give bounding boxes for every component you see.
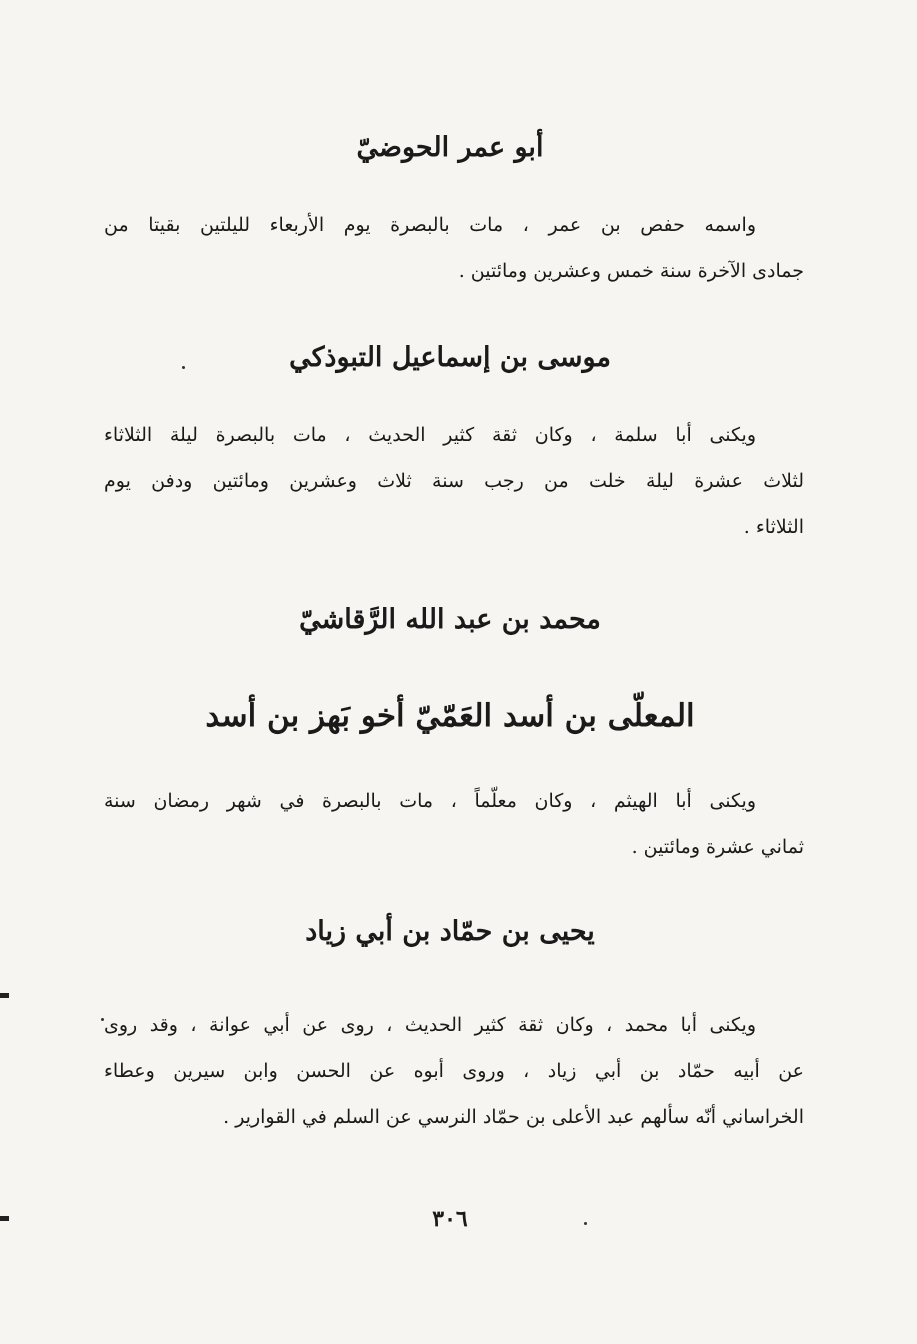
section-heading-3: محمد بن عبد الله الرَّقاشيّ (299, 604, 601, 635)
margin-mark (0, 993, 9, 998)
section-heading-5: يحيى بن حمّاد بن أبي زياد (305, 916, 595, 947)
body-line: ثماني عشرة ومائتين . (631, 836, 804, 858)
margin-mark (0, 1216, 9, 1221)
section-body-4 (104, 778, 804, 870)
ink-speck (182, 366, 185, 369)
ink-speck (584, 1222, 587, 1225)
ink-speck (101, 1018, 104, 1021)
section-heading-1: أبو عمر الحوضيّ (356, 132, 544, 163)
body-line: ويكنى أبا محمد ، وكان ثقة كثير الحديث ، روى عن أبي عوانة ، وقد روى (104, 1014, 756, 1036)
section-heading-2: موسى بن إسماعيل التبوذكي (289, 342, 611, 373)
body-line: الخراساني أنّه سألهم عبد الأعلى بن حمّاد النرسي عن السلم في القوارير . (223, 1106, 804, 1128)
body-line: لثلاث عشرة ليلة خلت من رجب سنة ثلاث وعشرين ومائتين ودفن يوم (104, 470, 804, 492)
section-body-1 (104, 202, 804, 294)
body-line: ويكنى أبا الهيثم ، وكان معلّماً ، مات بالبصرة في شهر رمضان سنة (104, 790, 756, 812)
body-line: جمادى الآخرة سنة خمس وعشرين ومائتين . (458, 260, 804, 282)
body-line: عن أبيه حمّاد بن أبي زياد ، وروى أبوه عن الحسن وابن سيرين وعطاء (104, 1060, 804, 1082)
section-body-5 (104, 1002, 804, 1140)
body-line: الثلاثاء . (743, 516, 804, 538)
section-body-2 (104, 412, 804, 550)
body-line: ويكنى أبا سلمة ، وكان ثقة كثير الحديث ، مات بالبصرة ليلة الثلاثاء (104, 424, 756, 446)
page-number: ٣٠٦ (432, 1206, 468, 1232)
section-heading-4: المعلّى بن أسد العَمّيّ أخو بَهز بن أسد (205, 698, 695, 734)
body-line: واسمه حفص بن عمر ، مات بالبصرة يوم الأربعاء لليلتين بقيتا من (104, 214, 756, 236)
